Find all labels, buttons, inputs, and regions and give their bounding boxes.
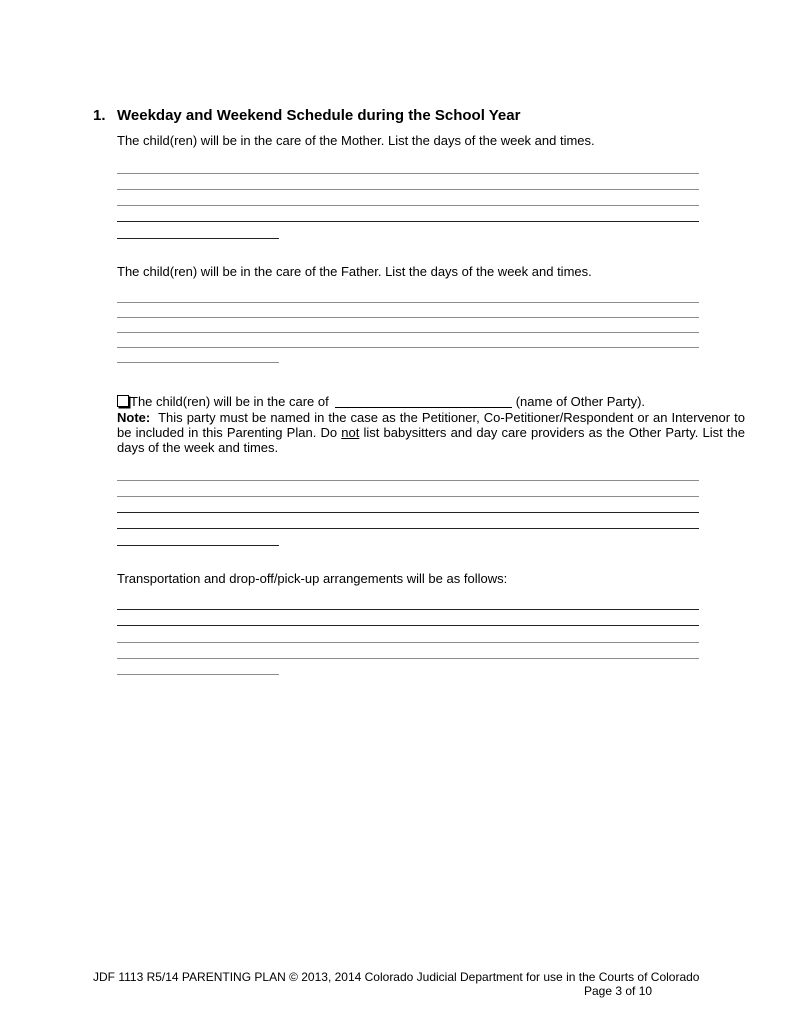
other-answer-line-3[interactable] — [117, 512, 699, 513]
footer-form-id: JDF 1113 R5/14 PARENTING PLAN © 2013, 2014 Colorado Judicial Department for use in the Courts of Colorado — [93, 970, 700, 984]
other-party-note — [117, 410, 745, 455]
father-answer-line-5[interactable] — [117, 362, 279, 363]
section-heading — [93, 107, 520, 124]
footer-page-number: Page 3 of 10 — [584, 984, 653, 998]
transportation-answer-line-2[interactable] — [117, 625, 699, 626]
transportation-answer-line-4[interactable] — [117, 658, 699, 659]
transportation-answer-line-1[interactable] — [117, 609, 699, 610]
other-answer-line-5[interactable] — [117, 545, 279, 546]
other-party-suffix: (name of Other Party). — [515, 394, 646, 409]
other-answer-line-1[interactable] — [117, 480, 699, 481]
note-text-underlined: not — [341, 425, 360, 440]
note-label: Note: — [117, 410, 151, 425]
father-answer-line-4[interactable] — [117, 347, 699, 348]
section-number: 1. — [93, 107, 106, 124]
father-answer-line-2[interactable] — [117, 317, 699, 318]
note-text-1: This party must be named in the case as the Petitioner, Co-Petitioner/Respondent or an Intervenor to be included in this Parenting Plan. Do — [117, 410, 745, 440]
mother-answer-line-2[interactable] — [117, 189, 699, 190]
transportation-prompt: Transportation and drop-off/pick-up arrangements will be as follows: — [117, 571, 508, 586]
father-prompt: The child(ren) will be in the care of the Father. List the days of the week and times. — [117, 264, 592, 279]
other-answer-line-2[interactable] — [117, 496, 699, 497]
father-answer-line-1[interactable] — [117, 302, 699, 303]
transportation-answer-line-3[interactable] — [117, 642, 699, 643]
mother-answer-line-5[interactable] — [117, 238, 279, 239]
mother-answer-line-1[interactable] — [117, 173, 699, 174]
mother-answer-line-3[interactable] — [117, 205, 699, 206]
section-title: Weekday and Weekend Schedule during the School Year — [117, 107, 521, 124]
other-answer-line-4[interactable] — [117, 528, 699, 529]
other-party-checkbox[interactable] — [117, 395, 129, 407]
other-party-row — [117, 394, 645, 409]
other-party-prefix: The child(ren) will be in the care of — [130, 394, 329, 409]
father-answer-line-3[interactable] — [117, 332, 699, 333]
mother-answer-line-4[interactable] — [117, 221, 699, 222]
mother-prompt: The child(ren) will be in the care of the Mother. List the days of the week and times. — [117, 133, 595, 148]
transportation-answer-line-5[interactable] — [117, 674, 279, 675]
note-text-2: list babysitters and day care providers as the Other Party. List the days of the week and times. — [117, 425, 745, 455]
other-party-name-field[interactable] — [335, 395, 512, 408]
